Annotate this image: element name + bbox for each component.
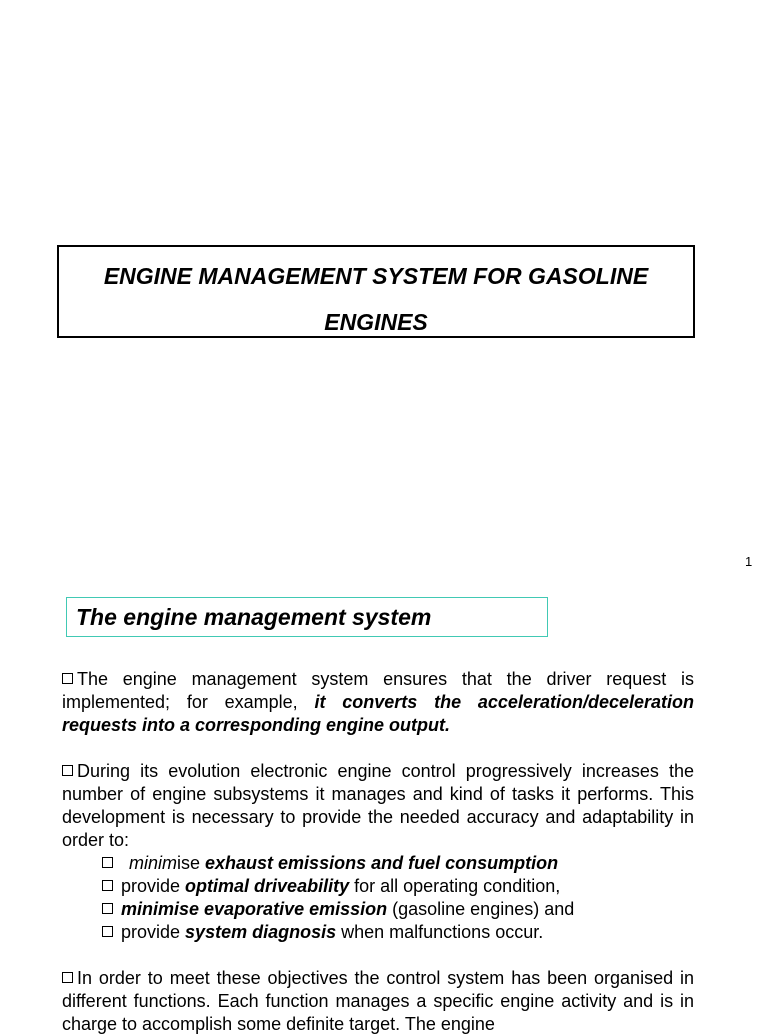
list-item: minimise evaporative emission (gasoline engines) and [62, 898, 694, 921]
document-title-line2: ENGINES [324, 309, 428, 335]
checkbox-bullet-icon [102, 926, 113, 937]
checkbox-bullet-icon [102, 857, 113, 868]
paragraph-2-text: During its evolution electronic engine control progressively increases the number of engine subsystems it manages and kind of tasks it performs. This development is necessary to provide the needed accuracy and adaptability in order to: [62, 761, 694, 850]
paragraph-3 [62, 967, 694, 1036]
paragraph-3-text: In order to meet these objectives the control system has been organised in different functions. Each function manages a specific engine activity and is in charge to accomplish some definite target. The engine [62, 968, 694, 1034]
paragraph-1-text: The engine management system ensures that the driver request is implemented; for example, [62, 669, 694, 712]
paragraph-1-emphasis: it converts the acceleration/deceleration requests into a corresponding engine output. [62, 692, 694, 735]
list-item: minimise exhaust emissions and fuel consumption [62, 852, 694, 875]
document-title-line1: ENGINE MANAGEMENT SYSTEM FOR GASOLINE [103, 263, 649, 289]
checkbox-bullet-icon [102, 903, 113, 914]
list-item: provide optimal driveability for all operating condition, [62, 875, 694, 898]
checkbox-bullet-icon [62, 765, 73, 776]
checkbox-bullet-icon [62, 673, 73, 684]
checkbox-bullet-icon [62, 972, 73, 983]
document-title-box [57, 245, 695, 338]
list-item: provide system diagnosis when malfunctions occur. [62, 921, 694, 944]
checkbox-bullet-icon [102, 880, 113, 891]
paragraph-1 [62, 668, 694, 737]
page-number: 1 [745, 554, 753, 569]
paragraph-2 [62, 760, 694, 944]
section-heading: The engine management system [66, 597, 548, 637]
objectives-list [62, 852, 694, 944]
